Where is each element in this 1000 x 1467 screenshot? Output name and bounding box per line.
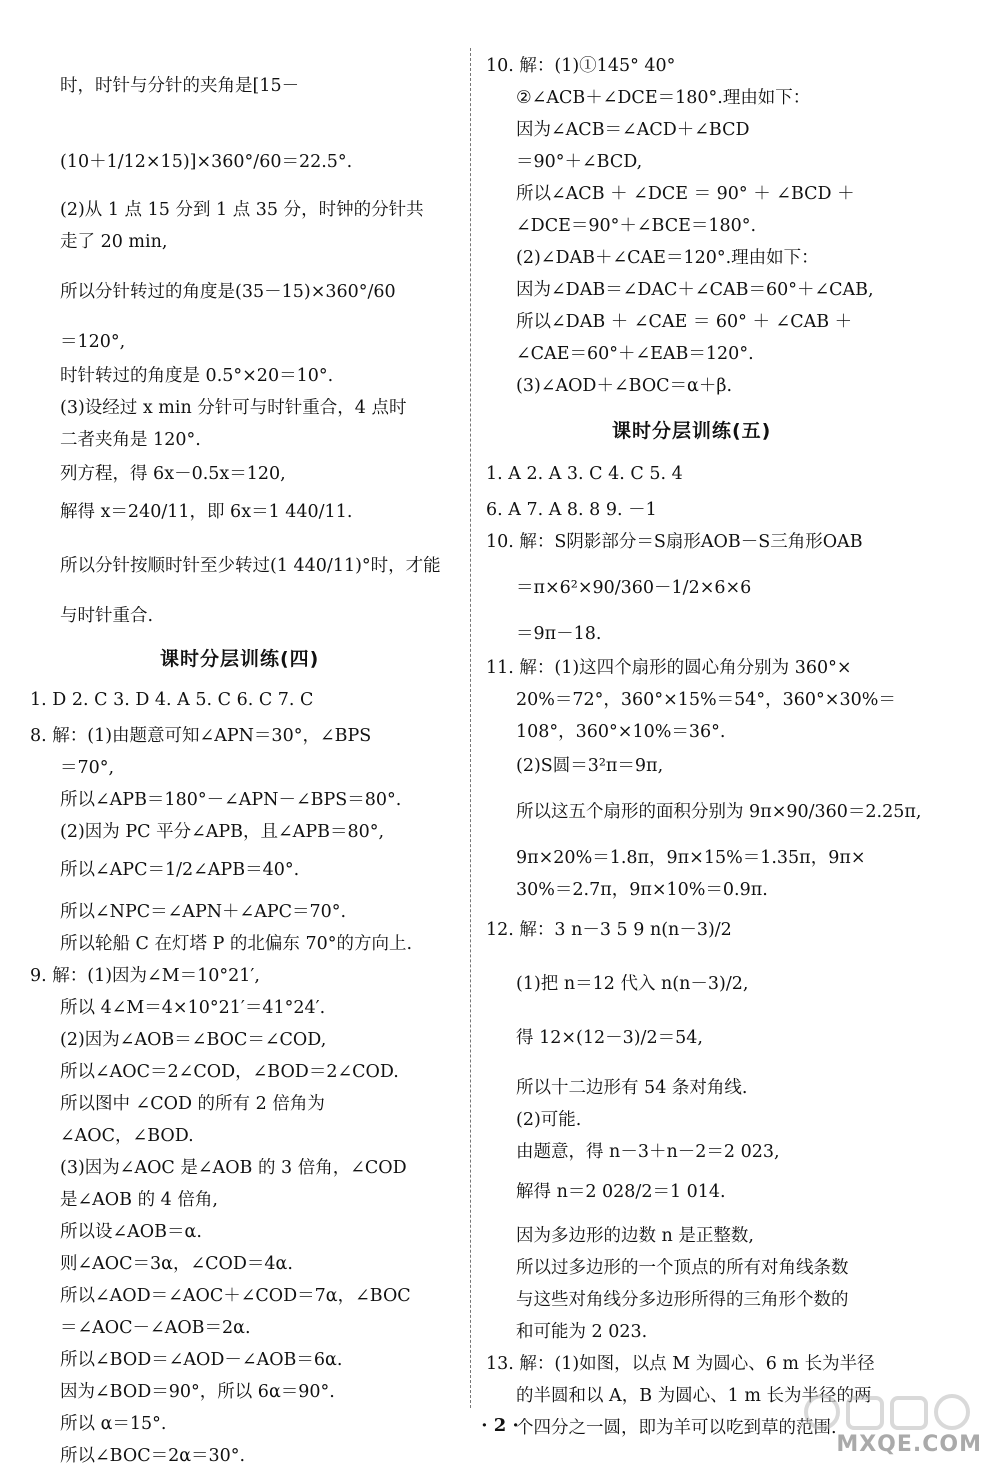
text-line: 所以过多边形的一个顶点的所有对角线条数 — [516, 1258, 849, 1278]
text-line: ∠AOC，∠BOD. — [60, 1126, 194, 1146]
text-line: ∠DCE＝90°＋∠BCE＝180°. — [516, 216, 757, 236]
text-line: 所以分针转过的角度是(35－15)×360°/60 — [60, 282, 396, 302]
text-line: (3)∠AOD＋∠BOC＝α＋β. — [516, 376, 733, 396]
text-line: (10＋1/12×15)]×360°/60＝22.5°. — [60, 152, 353, 172]
text-line: 由题意，得 n－3＋n－2＝2 023, — [516, 1142, 780, 1162]
text-line: 因为∠ACB＝∠ACD＋∠BCD — [516, 120, 750, 140]
text-line: 所以∠APB＝180°－∠APN－∠BPS＝80°. — [60, 790, 402, 810]
text-line: ＝∠AOC－∠AOB＝2α. — [60, 1318, 251, 1338]
text-line: (2)因为∠AOB＝∠BOC＝∠COD, — [60, 1030, 327, 1050]
text-line: 9π×20%＝1.8π，9π×15%＝1.35π，9π× — [516, 848, 866, 868]
text-line: 走了 20 min, — [60, 232, 168, 252]
text-line: (2)S圆＝3²π＝9π, — [516, 756, 664, 776]
text-line: ＝90°＋∠BCD, — [516, 152, 643, 172]
text-line: ＝70°, — [60, 758, 115, 778]
text-line: 因为∠BOD＝90°，所以 6α＝90°. — [60, 1382, 335, 1402]
text-line: 13. 解：(1)如图，以点 M 为圆心、6 m 长为半径 — [486, 1354, 875, 1374]
text-line: 二者夹角是 120°. — [60, 430, 201, 450]
text-line: 解得 x＝240/11，即 6x＝1 440/11. — [60, 502, 353, 522]
page-number: · 2 · — [481, 1415, 519, 1436]
text-line: 所以∠BOC＝2α＝30°. — [60, 1446, 246, 1466]
text-line: 因为∠DAB＝∠DAC＋∠CAB＝60°＋∠CAB, — [516, 280, 874, 300]
text-line: 解得 n＝2 028/2＝1 014. — [516, 1182, 726, 1202]
text-line: 所以∠BOD＝∠AOD－∠AOB＝6α. — [60, 1350, 343, 1370]
text-line: 11. 解：(1)这四个扇形的圆心角分别为 360°× — [486, 658, 852, 678]
text-line: (3)设经过 x min 分针可与时针重合，4 点时 — [60, 398, 407, 418]
text-line: 8. 解：(1)由题意可知∠APN＝30°，∠BPS — [30, 726, 372, 746]
column-divider — [470, 48, 471, 1408]
text-line: 和可能为 2 023. — [516, 1322, 648, 1342]
text-line: 所以∠AOD＝∠AOC＋∠COD＝7α，∠BOC — [60, 1286, 411, 1306]
text-line: 30%＝2.7π，9π×10%＝0.9π. — [516, 880, 768, 900]
text-line: ∠CAE＝60°＋∠EAB＝120°. — [516, 344, 754, 364]
text-line: 列方程，得 6x－0.5x＝120, — [60, 464, 286, 484]
watermark-text: MXQE.COM — [836, 1432, 982, 1457]
section-heading: 课时分层训练(五) — [612, 420, 772, 442]
text-line: 的半圆和以 A，B 为圆心、1 m 长为半径的两 — [516, 1386, 872, 1406]
text-line: 与这些对角线分多边形所得的三角形个数的 — [516, 1290, 849, 1310]
text-line: 6. A 7. A 8. 8 9. －1 — [486, 500, 657, 520]
text-line: 1. D 2. C 3. D 4. A 5. C 6. C 7. C — [30, 690, 314, 710]
text-line: 所以十二边形有 54 条对角线. — [516, 1078, 748, 1098]
text-line: 108°，360°×10%＝36°. — [516, 722, 726, 742]
text-line: (3)因为∠AOC 是∠AOB 的 3 倍角，∠COD — [60, 1158, 407, 1178]
text-line: 所以 4∠M＝4×10°21′＝41°24′. — [60, 998, 326, 1018]
text-line: 所以这五个扇形的面积分别为 9π×90/360＝2.25π, — [516, 802, 922, 822]
text-line: (2)可能. — [516, 1110, 582, 1130]
text-line: 所以∠NPC＝∠APN＋∠APC＝70°. — [60, 902, 347, 922]
text-line: 所以∠ACB ＋ ∠DCE ＝ 90° ＋ ∠BCD ＋ — [516, 184, 855, 204]
text-line: 1. A 2. A 3. C 4. C 5. 4 — [486, 464, 683, 484]
text-line: ＝9π－18. — [516, 624, 602, 644]
text-line: 所以∠APC＝1/2∠APB＝40°. — [60, 860, 300, 880]
text-line: 得 12×(12－3)/2＝54, — [516, 1028, 703, 1048]
text-line: 所以图中 ∠COD 的所有 2 倍角为 — [60, 1094, 325, 1114]
text-line: 个四分之一圆，即为羊可以吃到草的范围. — [516, 1418, 837, 1438]
text-line: 时，时针与分针的夹角是[15－ — [60, 76, 300, 96]
text-line: 所以∠AOC＝2∠COD，∠BOD＝2∠COD. — [60, 1062, 399, 1082]
text-line: (1)把 n＝12 代入 n(n－3)/2, — [516, 974, 749, 994]
text-line: 12. 解：3 n－3 5 9 n(n－3)/2 — [486, 920, 732, 940]
text-line: 是∠AOB 的 4 倍角, — [60, 1190, 218, 1210]
text-line: (2)∠DAB＋∠CAE＝120°.理由如下： — [516, 248, 819, 268]
text-line: 时针转过的角度是 0.5°×20＝10°. — [60, 366, 334, 386]
text-line: (2)因为 PC 平分∠APB，且∠APB＝80°, — [60, 822, 385, 842]
text-line: 所以分针按顺时针至少转过(1 440/11)°时，才能 — [60, 556, 441, 576]
text-line: 所以轮船 C 在灯塔 P 的北偏东 70°的方向上. — [60, 934, 413, 954]
text-line: 与时针重合. — [60, 606, 154, 626]
text-line: ②∠ACB＋∠DCE＝180°.理由如下： — [516, 88, 811, 108]
text-line: 10. 解：S阴影部分＝S扇形AOB－S三角形OAB — [486, 532, 863, 552]
text-line: 20%＝72°，360°×15%＝54°，360°×30%＝ — [516, 690, 896, 710]
text-line: 所以 α＝15°. — [60, 1414, 167, 1434]
text-line: (2)从 1 点 15 分到 1 点 35 分，时钟的分针共 — [60, 200, 424, 220]
text-line: ＝π×6²×90/360－1/2×6×6 — [516, 578, 752, 598]
section-heading: 课时分层训练(四) — [160, 648, 320, 670]
text-line: 则∠AOC＝3α，∠COD＝4α. — [60, 1254, 293, 1274]
text-line: 9. 解：(1)因为∠M＝10°21′, — [30, 966, 260, 986]
text-line: 所以∠DAB ＋ ∠CAE ＝ 60° ＋ ∠CAB ＋ — [516, 312, 853, 332]
text-line: 因为多边形的边数 n 是正整数, — [516, 1226, 754, 1246]
text-line: ＝120°, — [60, 332, 126, 352]
text-line: 所以设∠AOB＝α. — [60, 1222, 202, 1242]
text-line: 10. 解：(1)①145° 40° — [486, 56, 676, 76]
